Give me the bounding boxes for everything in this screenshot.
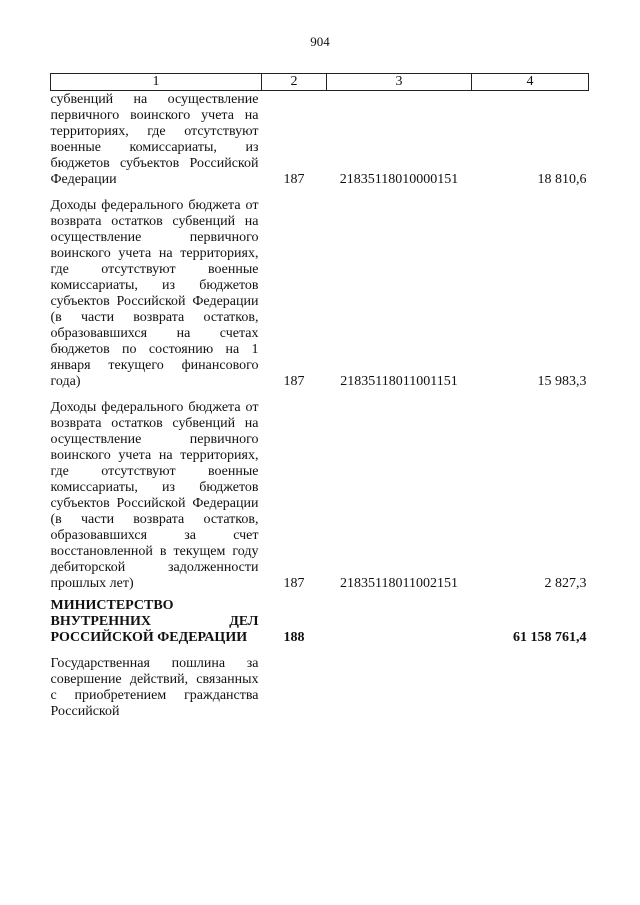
- table-row: [51, 390, 589, 592]
- row-description: Доходы федерального бюджета от возврата остатков субвенций на осуществление первичного воинского учета на территориях, где отсутствуют военные комиссариаты, из бюджетов субъектов Российской Федерации (в части возврата остатков, образовавшихся за счет восстановленной в текущем году дебиторской задолженности прошлых лет): [50, 400, 259, 591]
- column-header-4: 4: [472, 74, 589, 91]
- row-classification-code: 21835118011001151: [340, 374, 458, 389]
- row-classification-code: 21835118011002151: [340, 576, 458, 591]
- row-classification-code: 21835118010000151: [339, 172, 459, 187]
- row-classification-code: [327, 646, 472, 720]
- page-number: 904: [310, 34, 330, 49]
- column-header-1: 1: [51, 74, 262, 91]
- row-amount: 2 827,3: [544, 576, 587, 591]
- column-header-2: 2: [262, 74, 327, 91]
- row-description: Доходы федерального бюджета от возврата остатков субвенций на осуществление первичного воинского учета на территориях, где отсутствуют военные комиссариаты, из бюджетов субъектов Российской Федерации (в части возврата остатков, образовавшихся на счетах бюджетов по состоянию на 1 января текущего финансового года): [50, 198, 259, 389]
- row-description: Государственная пошлина за совершение действий, связанных с приобретением гражданства Российской: [50, 656, 259, 719]
- column-header-3: 3: [327, 74, 472, 91]
- table-row: [51, 91, 589, 189]
- row-admin-code: 187: [283, 172, 305, 187]
- row-admin-code: 188: [283, 630, 305, 645]
- row-admin-code: 187: [283, 576, 305, 591]
- table-row: [51, 188, 589, 390]
- table-header-row: [51, 74, 589, 91]
- row-admin-code: 187: [283, 374, 305, 389]
- table-row-ministry: [51, 592, 589, 646]
- budget-revenue-table: [50, 73, 589, 720]
- ministry-name: МИНИСТЕРСТВО ВНУТРЕННИХ ДЕЛ РОССИЙСКОЙ ФЕДЕРАЦИИ: [50, 598, 259, 645]
- row-amount: 18 810,6: [537, 172, 587, 187]
- row-description: субвенций на осуществление первичного воинского учета на территориях, где отсутствуют военные комиссариаты, из бюджетов субъектов Российской Федерации: [50, 92, 259, 187]
- row-amount: [472, 646, 589, 720]
- table-row: [51, 646, 589, 720]
- row-amount: 61 158 761,4: [513, 630, 587, 645]
- row-classification-code: [327, 592, 472, 646]
- row-admin-code: [262, 646, 327, 720]
- row-amount: 15 983,3: [537, 374, 587, 389]
